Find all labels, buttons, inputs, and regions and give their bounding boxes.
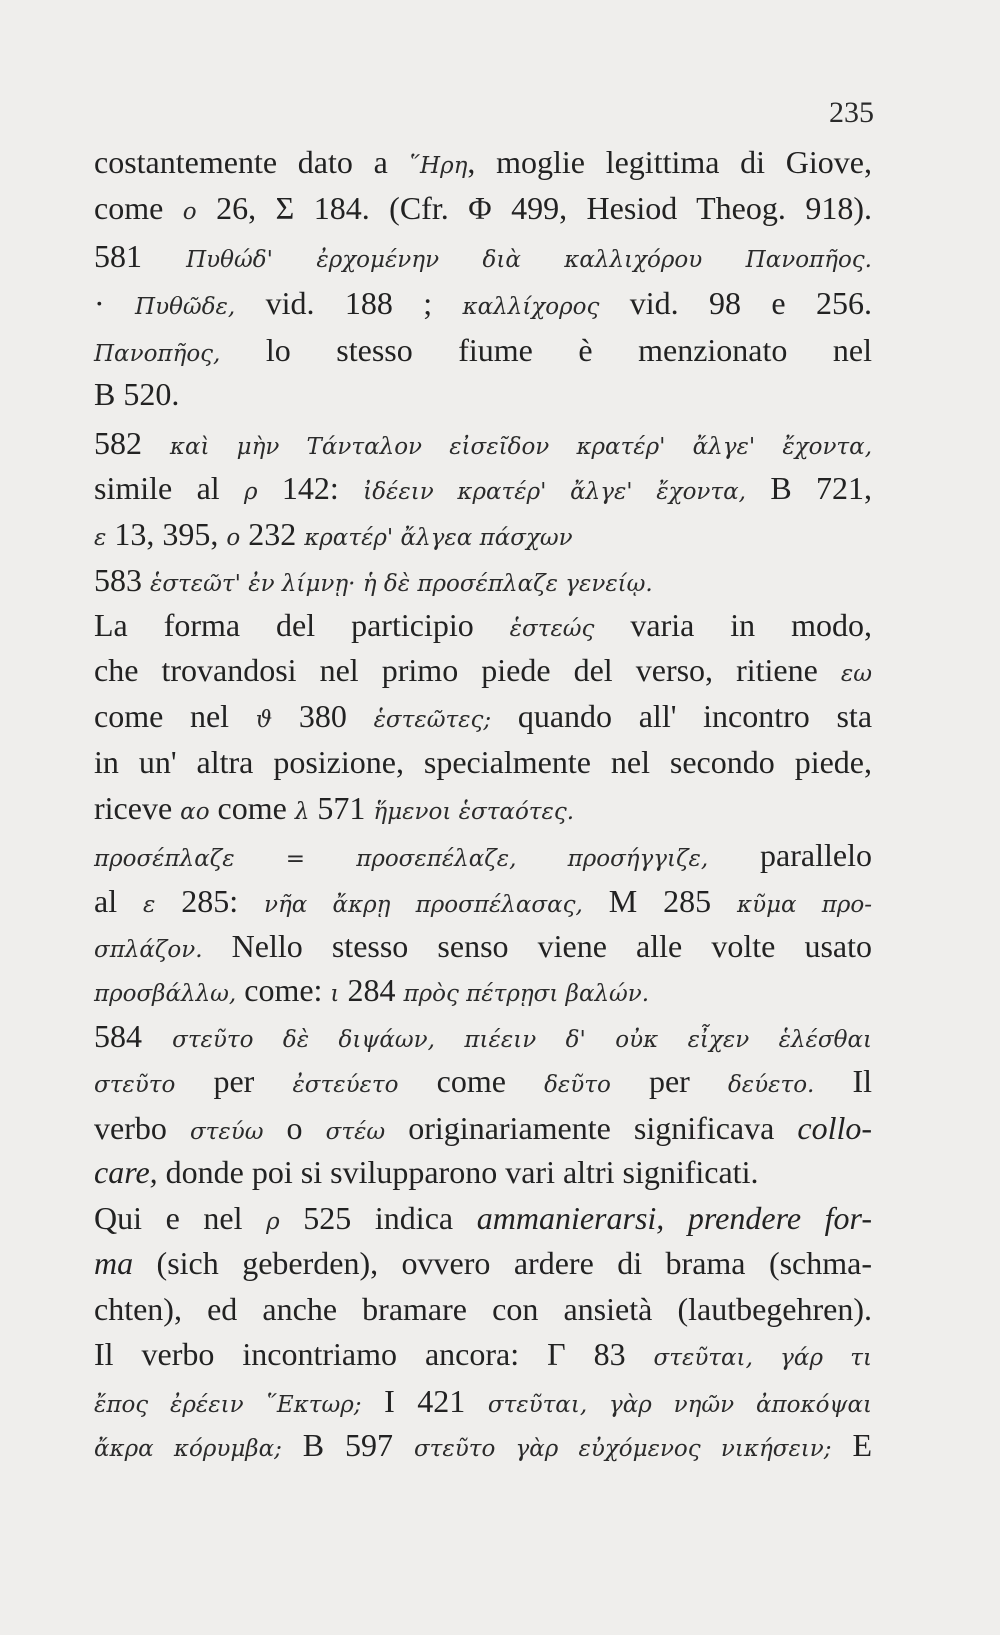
text-segment: M 285 xyxy=(582,883,737,919)
text-line xyxy=(94,514,872,558)
text-segment: Il xyxy=(814,1063,873,1099)
greek-text: ῞Ηρη xyxy=(408,153,468,179)
greek-text: ι xyxy=(330,981,340,1007)
greek-text: ϑ xyxy=(255,707,273,733)
text-segment: B 520. xyxy=(94,376,180,412)
text-line xyxy=(94,1152,872,1192)
greek-text: Πυθώδ' ἐρχομένην διὰ καλλιχόρου Πανοπῆος. xyxy=(186,247,872,273)
text-segment: B 721, xyxy=(745,470,873,506)
text-segment: vid. 188 ; xyxy=(235,285,463,321)
greek-text: ἑστεώς xyxy=(509,616,595,642)
greek-text: εω xyxy=(840,661,872,687)
text-line xyxy=(94,1425,872,1469)
greek-text: ο xyxy=(182,199,197,225)
text-segment: come xyxy=(94,190,183,226)
page-number: 235 xyxy=(829,96,874,129)
text-segment: come xyxy=(209,790,295,826)
text-line xyxy=(94,1334,872,1378)
greek-text: κῦμα προ- xyxy=(737,892,873,918)
text-line xyxy=(94,1289,872,1329)
text-segment: per xyxy=(610,1063,728,1099)
text-segment: simile al xyxy=(94,470,245,506)
greek-text: ρ xyxy=(244,479,258,505)
text-segment: 26, Σ 184. (Cfr. Φ 499, Hesiod Theog. 918). xyxy=(196,190,873,226)
greek-text: ε xyxy=(143,892,156,918)
greek-text: στέω xyxy=(325,1119,386,1145)
text-line xyxy=(94,468,872,512)
text-segment: 571 xyxy=(309,790,374,826)
text-line xyxy=(94,742,872,782)
text-segment: I 421 xyxy=(361,1383,488,1419)
text-segment: 584 xyxy=(94,1018,173,1054)
text-segment: che trovandosi nel primo piede del verso, ritiene xyxy=(94,652,841,688)
text-segment: come xyxy=(398,1063,545,1099)
greek-text: δεῦτο xyxy=(544,1072,611,1098)
text-segment: 232 xyxy=(240,516,305,552)
text-line xyxy=(94,926,872,970)
text-line xyxy=(94,788,872,832)
text-segment: 582 xyxy=(94,425,170,461)
italic-text: ammanierarsi, prendere for- xyxy=(476,1200,873,1236)
greek-text: νῆα ἄκρῃ προσπέλασας, xyxy=(264,892,583,918)
text-segment: varia in modo, xyxy=(594,607,873,643)
greek-text: καλλίχορος xyxy=(462,294,600,320)
italic-text: collo- xyxy=(797,1110,873,1146)
text-segment: per xyxy=(175,1063,293,1099)
text-segment: donde poi si svilupparono vari altri significati. xyxy=(157,1154,759,1190)
text-segment: Il verbo incontriamo ancora: Γ 83 xyxy=(94,1336,654,1372)
greek-text: ἑστεῶτ' ἐν λίμνῃ· ἡ δὲ προσέπλαζε γενείῳ. xyxy=(150,571,653,597)
text-segment: , moglie legittima di Giove, xyxy=(467,144,873,180)
greek-text: κρατέρ' ἄλγεα πάσχων xyxy=(304,525,573,551)
text-segment: costantemente dato a xyxy=(94,144,409,180)
text-segment: La forma del participio xyxy=(94,607,510,643)
text-segment: vid. 98 e 256. xyxy=(599,285,873,321)
text-line xyxy=(94,1108,872,1152)
greek-text: δεύετο. xyxy=(727,1072,815,1098)
greek-text: ἰδέειν κρατέρ' ἄλγε' ἔχοντα, xyxy=(363,479,746,505)
text-line xyxy=(94,188,872,232)
text-segment: al xyxy=(94,883,143,919)
text-line xyxy=(94,605,872,649)
greek-text: πρὸς πέτρῃσι βαλών. xyxy=(403,981,650,1007)
greek-text: καὶ μὴν Τάνταλον εἰσεῖδον κρατέρ' ἄλγε' ἔχοντα, xyxy=(169,434,872,460)
text-line xyxy=(94,560,872,604)
greek-text: ἥμενοι ἑσταότες. xyxy=(373,799,575,825)
greek-text: ἑστεῶτες; xyxy=(373,707,492,733)
text-segment: 13, 395, xyxy=(106,516,227,552)
text-segment: E xyxy=(831,1427,873,1463)
text-segment: come: xyxy=(236,972,331,1008)
greek-text: ἐστεύετο xyxy=(292,1072,399,1098)
text-line xyxy=(94,970,872,1014)
text-segment: lo stesso fiume è menzionato nel xyxy=(220,332,872,368)
text-segment: parallelo xyxy=(708,837,872,873)
text-segment: 142: xyxy=(257,470,364,506)
italic-text: care, xyxy=(94,1154,158,1190)
text-segment: · xyxy=(94,285,136,321)
text-segment: 285: xyxy=(155,883,265,919)
text-line xyxy=(94,1016,872,1060)
text-segment: Qui e nel xyxy=(94,1200,267,1236)
text-line xyxy=(94,1243,872,1283)
greek-text: στεῦτο xyxy=(94,1072,176,1098)
text-segment: o xyxy=(263,1110,326,1146)
text-line xyxy=(94,650,872,694)
text-line xyxy=(94,1198,872,1242)
text-segment: verbo xyxy=(94,1110,190,1146)
text-segment: 583 xyxy=(94,562,150,598)
greek-text: ρ xyxy=(266,1209,280,1235)
greek-text: Πυθῶδε, xyxy=(135,294,236,320)
greek-text: λ xyxy=(294,799,310,825)
text-line xyxy=(94,236,872,280)
greek-text: αο xyxy=(180,799,210,825)
greek-text: στεῦται, γὰρ νηῶν ἀποκόψαι xyxy=(487,1392,873,1418)
greek-text: στεῦται, γάρ τι xyxy=(653,1345,872,1371)
greek-text: σπλάζον. xyxy=(94,937,203,963)
text-line xyxy=(94,835,872,879)
greek-text: ε xyxy=(94,525,107,551)
greek-text: ἔπος ἐρέειν ῞Εκτωρ; xyxy=(94,1392,362,1418)
greek-text: στεύω xyxy=(189,1119,264,1145)
text-segment: 380 xyxy=(272,698,374,734)
text-segment: originariamente significava xyxy=(385,1110,798,1146)
text-segment: 581 xyxy=(94,238,187,274)
text-segment: riceve xyxy=(94,790,181,826)
text-line xyxy=(94,330,872,374)
greek-text: Πανοπῆος, xyxy=(94,341,221,367)
text-line xyxy=(94,374,872,414)
greek-text: προσέπλαζε = προσεπέλαζε, προσήγγιζε, xyxy=(94,846,709,872)
text-segment: (sich geberden), ovvero ardere di brama (schma- xyxy=(133,1245,872,1281)
greek-text: προσβάλλω, xyxy=(94,981,237,1007)
greek-text: ο xyxy=(226,525,241,551)
text-segment: quando all' incontro sta xyxy=(491,698,873,734)
text-segment: 525 indica xyxy=(279,1200,477,1236)
text-segment: chten), ed anche bramare con ansietà (lautbegehren). xyxy=(94,1291,872,1327)
text-line xyxy=(94,283,872,327)
text-line xyxy=(94,1061,872,1105)
text-line xyxy=(94,142,872,186)
text-segment: Nello stesso senso viene alle volte usato xyxy=(202,928,872,964)
text-line xyxy=(94,696,872,740)
text-segment: in un' altra posizione, specialmente nel secondo piede, xyxy=(94,744,872,780)
italic-text: ma xyxy=(94,1245,134,1281)
text-segment: 284 xyxy=(339,972,404,1008)
text-line xyxy=(94,881,872,925)
text-segment: come nel xyxy=(94,698,256,734)
greek-text: στεῦτο δὲ διψάων, πιέειν δ' οὐκ εἶχεν ἑλέσθαι xyxy=(172,1027,872,1053)
text-segment: B 597 xyxy=(281,1427,414,1463)
text-line xyxy=(94,423,872,467)
greek-text: ἄκρα κόρυμβα; xyxy=(94,1436,282,1462)
greek-text: στεῦτο γὰρ εὐχόμενος νικήσειν; xyxy=(413,1436,832,1462)
text-line xyxy=(94,1381,872,1425)
